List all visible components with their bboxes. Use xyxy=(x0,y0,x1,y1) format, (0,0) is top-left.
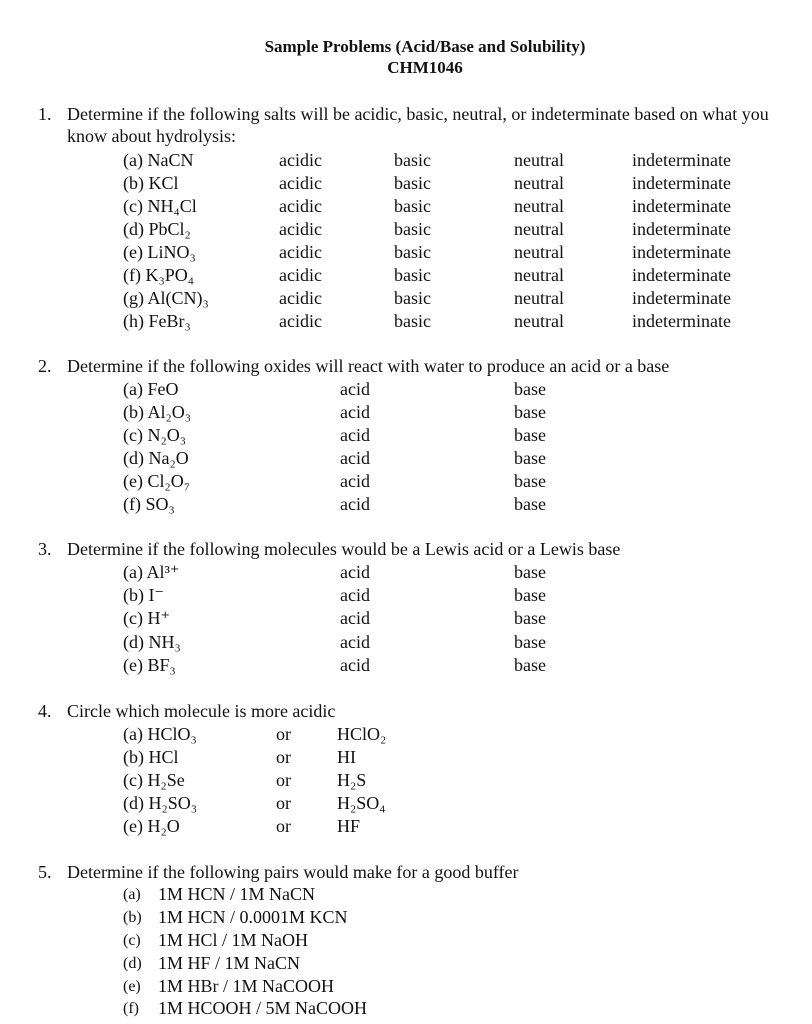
q1-item-label: (g) Al(CN)₃ xyxy=(123,288,209,308)
course-code: CHM1046 xyxy=(387,58,463,77)
question-5-number: 5. xyxy=(38,862,52,882)
option-acid[interactable]: acid xyxy=(340,585,370,605)
q2-item-label: (a) FeO xyxy=(123,379,179,399)
option-indeterminate[interactable]: indeterminate xyxy=(632,311,731,331)
q5-buffer-pair: 1M HF / 1M NaCN xyxy=(158,953,301,973)
option-neutral[interactable]: neutral xyxy=(514,219,564,239)
question-5-prompt: Determine if the following pairs would make for a good buffer xyxy=(67,862,519,882)
option-neutral[interactable]: neutral xyxy=(514,311,564,331)
q4-left-molecule[interactable]: (e) H₂O xyxy=(123,816,180,836)
option-acid[interactable]: acid xyxy=(340,379,370,399)
option-neutral[interactable]: neutral xyxy=(514,196,564,216)
option-indeterminate[interactable]: indeterminate xyxy=(632,265,731,285)
q1-item-label: (f) K₃PO₄ xyxy=(123,265,195,285)
q4-right-molecule[interactable]: HF xyxy=(337,816,361,836)
q3-item-label: (b) I⁻ xyxy=(123,585,164,605)
option-neutral[interactable]: neutral xyxy=(514,265,564,285)
option-acid[interactable]: acid xyxy=(340,494,370,514)
option-base[interactable]: base xyxy=(514,471,546,491)
q4-right-molecule[interactable]: HI xyxy=(337,747,356,767)
q5-item-label: (b) xyxy=(123,909,142,926)
option-basic[interactable]: basic xyxy=(394,219,431,239)
option-base[interactable]: base xyxy=(514,494,546,514)
q5-buffer-pair: 1M HBr / 1M NaCOOH xyxy=(158,976,335,996)
q4-right-molecule[interactable]: HClO₂ xyxy=(337,724,387,744)
q1-item-label: (d) PbCl₂ xyxy=(123,219,191,239)
q3-item-label: (e) BF₃ xyxy=(123,655,176,675)
q4-left-molecule[interactable]: (a) HClO₃ xyxy=(123,724,197,744)
q4-connector: or xyxy=(276,793,291,813)
q1-item-label: (h) FeBr₃ xyxy=(123,311,191,331)
q5-item-label: (c) xyxy=(123,932,141,949)
option-neutral[interactable]: neutral xyxy=(514,173,564,193)
option-base[interactable]: base xyxy=(514,608,546,628)
q5-item-label: (a) xyxy=(123,886,141,903)
option-acid[interactable]: acid xyxy=(340,562,370,582)
q1-item-label: (a) NaCN xyxy=(123,150,194,170)
option-acidic[interactable]: acidic xyxy=(279,219,322,239)
option-acid[interactable]: acid xyxy=(340,655,370,675)
option-indeterminate[interactable]: indeterminate xyxy=(632,219,731,239)
question-1-number: 1. xyxy=(38,104,52,124)
q4-right-molecule[interactable]: H₂S xyxy=(337,770,367,790)
question-4-number: 4. xyxy=(38,701,52,721)
question-2-prompt: Determine if the following oxides will react with water to produce an acid or a base xyxy=(67,356,670,376)
option-base[interactable]: base xyxy=(514,562,546,582)
option-base[interactable]: base xyxy=(514,655,546,675)
option-acid[interactable]: acid xyxy=(340,448,370,468)
q4-connector: or xyxy=(276,770,291,790)
q5-buffer-pair: 1M HCl / 1M NaOH xyxy=(158,930,309,950)
option-neutral[interactable]: neutral xyxy=(514,150,564,170)
q4-connector: or xyxy=(276,724,291,744)
option-acidic[interactable]: acidic xyxy=(279,311,322,331)
option-basic[interactable]: basic xyxy=(394,173,431,193)
option-basic[interactable]: basic xyxy=(394,196,431,216)
q4-left-molecule[interactable]: (d) H₂SO₃ xyxy=(123,793,198,813)
question-3-prompt: Determine if the following molecules would be a Lewis acid or a Lewis base xyxy=(67,539,621,559)
option-acidic[interactable]: acidic xyxy=(279,242,322,262)
option-basic[interactable]: basic xyxy=(394,311,431,331)
option-indeterminate[interactable]: indeterminate xyxy=(632,173,731,193)
q3-item-label: (d) NH₃ xyxy=(123,632,181,652)
q4-right-molecule[interactable]: H₂SO₄ xyxy=(337,793,386,813)
option-neutral[interactable]: neutral xyxy=(514,288,564,308)
q1-item-label: (e) LiNO₃ xyxy=(123,242,196,262)
option-acidic[interactable]: acidic xyxy=(279,196,322,216)
q4-left-molecule[interactable]: (b) HCl xyxy=(123,747,179,767)
q3-item-label: (c) H⁺ xyxy=(123,608,170,628)
option-indeterminate[interactable]: indeterminate xyxy=(632,196,731,216)
q5-item-label: (d) xyxy=(123,955,142,972)
option-base[interactable]: base xyxy=(514,402,546,422)
q2-item-label: (f) SO₃ xyxy=(123,494,175,514)
q4-connector: or xyxy=(276,816,291,836)
q3-item-label: (a) Al³⁺ xyxy=(123,562,180,582)
option-basic[interactable]: basic xyxy=(394,288,431,308)
option-indeterminate[interactable]: indeterminate xyxy=(632,288,731,308)
q1-item-label: (c) NH₄Cl xyxy=(123,196,197,216)
q1-item-label: (b) KCl xyxy=(123,173,179,193)
q5-buffer-pair: 1M HCN / 0.0001M KCN xyxy=(158,907,348,927)
q4-left-molecule[interactable]: (c) H₂Se xyxy=(123,770,185,790)
q2-item-label: (c) N₂O₃ xyxy=(123,425,187,445)
option-acidic[interactable]: acidic xyxy=(279,288,322,308)
option-acid[interactable]: acid xyxy=(340,632,370,652)
question-1-prompt: Determine if the following salts will be acidic, basic, neutral, or indeterminate based on what you know about hydrolysis: xyxy=(67,104,769,146)
option-base[interactable]: base xyxy=(514,379,546,399)
q5-buffer-pair: 1M HCOOH / 5M NaCOOH xyxy=(158,998,368,1018)
q4-connector: or xyxy=(276,747,291,767)
option-base[interactable]: base xyxy=(514,585,546,605)
q2-item-label: (b) Al₂O₃ xyxy=(123,402,192,422)
option-basic[interactable]: basic xyxy=(394,242,431,262)
q2-item-label: (e) Cl₂O₇ xyxy=(123,471,191,491)
q5-item-label: (f) xyxy=(123,1000,139,1017)
option-base[interactable]: base xyxy=(514,425,546,445)
option-acidic[interactable]: acidic xyxy=(279,150,322,170)
option-base[interactable]: base xyxy=(514,448,546,468)
option-acid[interactable]: acid xyxy=(340,425,370,445)
option-base[interactable]: base xyxy=(514,632,546,652)
option-acid[interactable]: acid xyxy=(340,402,370,422)
page-title: Sample Problems (Acid/Base and Solubility) xyxy=(264,37,586,56)
option-neutral[interactable]: neutral xyxy=(514,242,564,262)
option-acid[interactable]: acid xyxy=(340,608,370,628)
q5-item-label: (e) xyxy=(123,978,141,995)
q5-buffer-pair: 1M HCN / 1M NaCN xyxy=(158,884,316,904)
question-4-prompt: Circle which molecule is more acidic xyxy=(67,701,336,721)
option-indeterminate[interactable]: indeterminate xyxy=(632,242,731,262)
option-indeterminate[interactable]: indeterminate xyxy=(632,150,731,170)
q2-item-label: (d) Na₂O xyxy=(123,448,189,468)
question-2-number: 2. xyxy=(38,356,52,376)
option-basic[interactable]: basic xyxy=(394,150,431,170)
option-acidic[interactable]: acidic xyxy=(279,173,322,193)
option-acidic[interactable]: acidic xyxy=(279,265,322,285)
option-acid[interactable]: acid xyxy=(340,471,370,491)
question-3-number: 3. xyxy=(38,539,52,559)
option-basic[interactable]: basic xyxy=(394,265,431,285)
